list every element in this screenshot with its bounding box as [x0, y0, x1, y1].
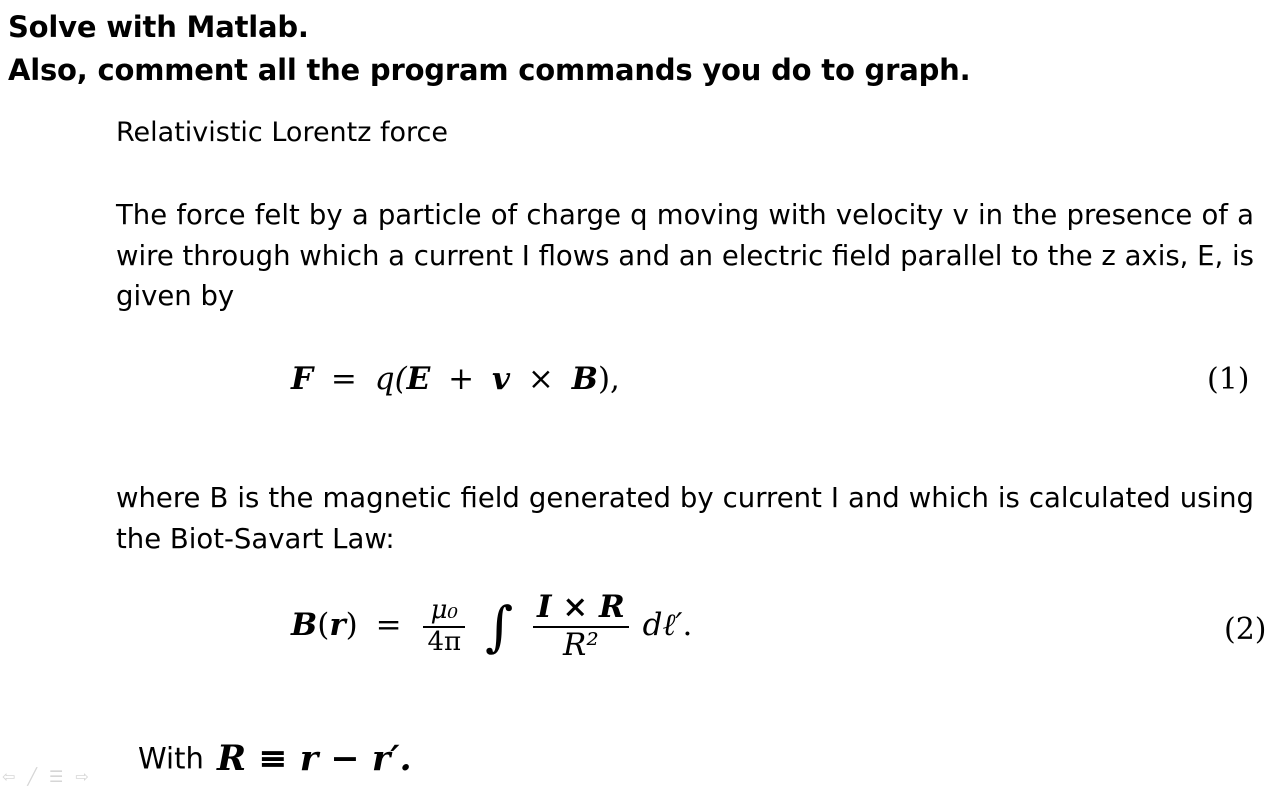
definition-line: [138, 738, 412, 779]
slide-nav-controls: [2, 767, 89, 786]
integral-sign: ∫: [484, 594, 514, 658]
menu-icon[interactable]: ☰: [49, 767, 64, 786]
with-label: With: [138, 741, 204, 776]
equation-number-1: (1): [1207, 362, 1250, 397]
r-definition-formula: R ≡ r − r′.: [216, 738, 412, 779]
arrow-left-icon[interactable]: ⇦: [2, 767, 16, 786]
paragraph-biot-savart: where B is the magnetic field generated by current I and which is calculated using the Biot-Savart Law:: [116, 482, 1254, 555]
document-title: Relativistic Lorentz force: [116, 117, 449, 148]
integrand-fraction: $\frac{I \times R}{\text{R²}}$: [533, 590, 629, 663]
arrow-right-icon[interactable]: ⇨: [75, 767, 89, 786]
equation-biot-savart: B(r) = $\frac{\text{μ₀}}{4\pi}$ ∫ $\frac{I \times R}{\text{R²}}$ dℓ′.: [291, 589, 693, 663]
instruction-line-2: Also, comment all the program commands you do to graph.: [8, 53, 971, 87]
equation-lorentz-force: F = q(E + v × B),: [291, 361, 620, 397]
equation-number-2: (2): [1224, 612, 1267, 647]
instruction-line-1: Solve with Matlab.: [8, 10, 309, 44]
paragraph-force-description: The force felt by a particle of charge q moving with velocity v in the presence of a wire through which a current I flows and an electric field parallel to the z axis, E, is given by: [116, 199, 1254, 312]
mu0-over-4pi-fraction: $\frac{\text{μ₀}}{4\pi}$: [423, 596, 465, 658]
pen-icon[interactable]: ╱: [27, 767, 38, 786]
